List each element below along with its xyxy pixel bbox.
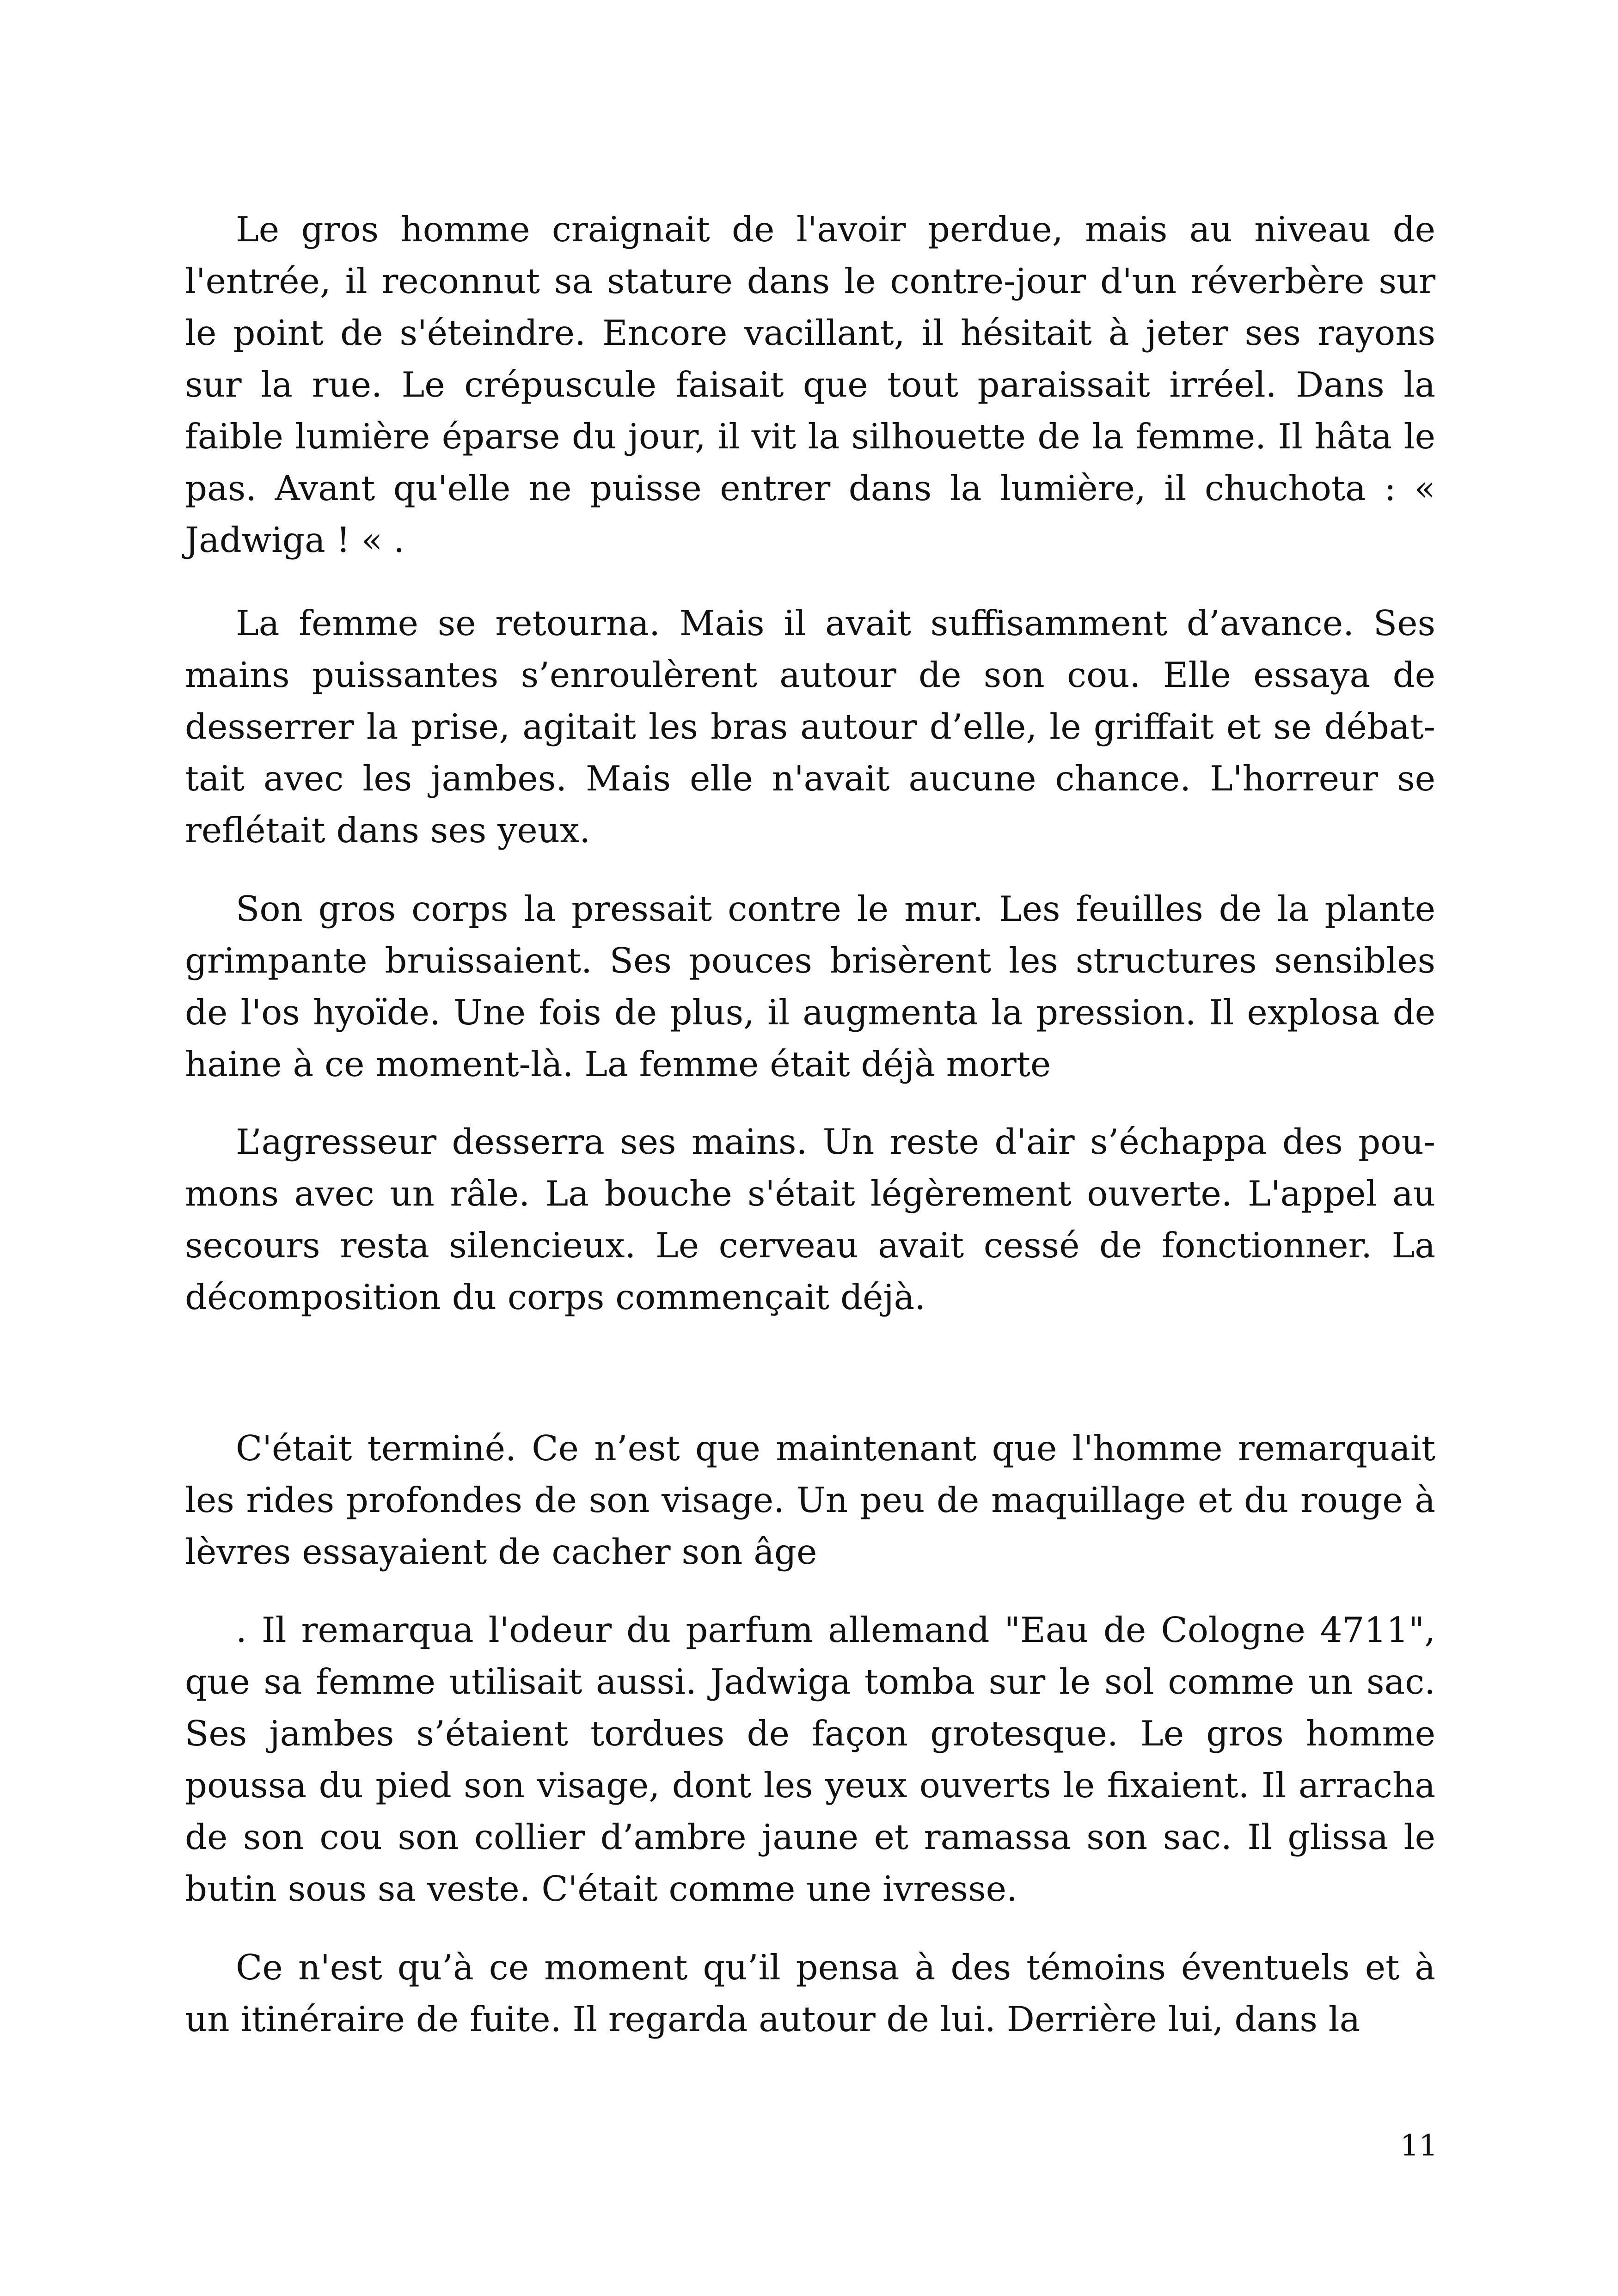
paragraph-5: C'était terminé. Ce n’est que maintenant que l'homme remarquait les rides profondes de son visage. Un peu de maquillage et du rouge à lèvres essayaient de cacher son âge bbox=[185, 1428, 1435, 1572]
paragraph-3: Son gros corps la pressait contre le mur. Les feuilles de la plante grimpante bruissaient. Ses pouces brisèrent les structures sensibles de l'os hyoïde. Une fois de plus, il augmenta la pression. Il explosa de haine à ce moment-là. La femme était déjà morte bbox=[185, 888, 1435, 1084]
page-number: 11 bbox=[1400, 2129, 1438, 2163]
paragraph-1: Le gros homme craignait de l'avoir perdue, mais au niveau de l'entrée, il reconnut sa stature dans le contre-jour d'un réverbère sur le point de s'éteindre. Encore vacillant, il hésitait à jeter ses rayons sur la rue. Le crépuscule faisait que tout paraissait irréel. Dans la faible lumière éparse du jour, il vit la silhouette de la femme. Il hâta le pas. Avant qu'elle ne puisse entrer dans la lumière, il chuchota : « Jadwiga ! « . bbox=[185, 209, 1435, 560]
paragraph-6: . Il remarqua l'odeur du parfum allemand "Eau de Cologne 4711", que sa femme utilisait aussi. Jadwiga tomba sur le sol comme un sac. Ses jambes s’étaient tordues de façon grotesque. Le gros homme poussa du pied son visage, dont les yeux ouverts le fixaient. Il arracha de son cou son collier d’ambre jaune et ramassa son sac. Il glissa le butin sous sa veste. C'était comme une ivresse. bbox=[185, 1610, 1435, 1909]
paragraph-7: Ce n'est qu’à ce moment qu’il pensa à des témoins éventuels et à un itinéraire de fuite. Il regarda autour de lui. Derrière lui, dans la bbox=[185, 1947, 1435, 2039]
paragraph-2: La femme se retourna. Mais il avait suffisamment d’avance. Ses mains puissantes s’enroulèrent autour de son cou. Elle essaya de desserrer la prise, agitait les bras autour d’elle, le griffait et se débattait avec les jambes. Mais elle n'avait aucune chance. L'horreur se reflétait dans ses yeux. bbox=[185, 603, 1435, 851]
paragraph-4: L’agresseur desserra ses mains. Un reste d'air s’échappa des poumons avec un râle. La bouche s'était légèrement ouverte. L'appel au secours resta silencieux. Le cerveau avait cessé de fonctionner. La décomposition du corps commençait déjà. bbox=[185, 1121, 1435, 1317]
